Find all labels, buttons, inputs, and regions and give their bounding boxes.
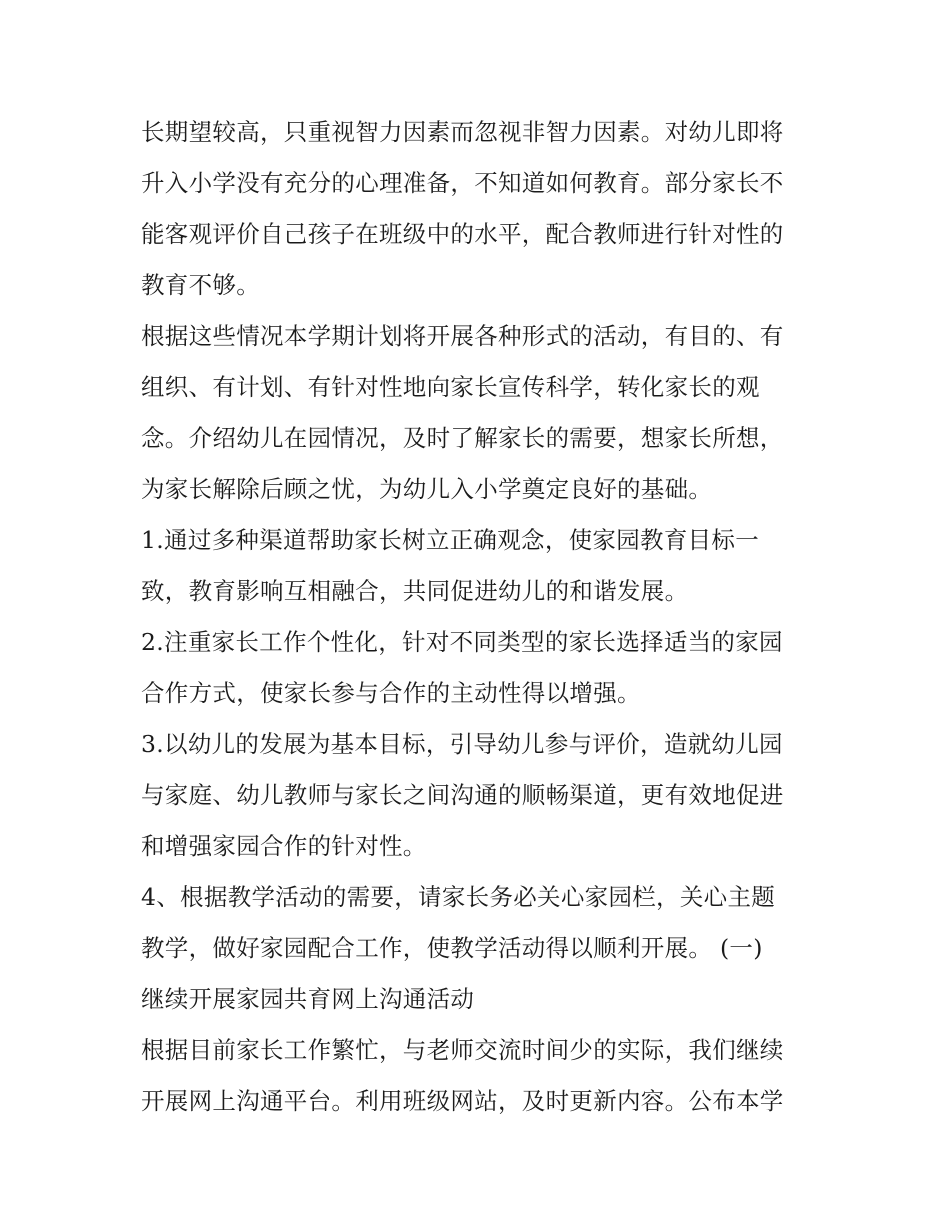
text-line: 教学，做好家园配合工作，使教学活动得以顺利开展。 (一) <box>141 934 763 962</box>
body-text <box>141 107 821 1127</box>
text-line: 和增强家园合作的针对性。 <box>141 832 427 860</box>
text-line: 为家长解除后顾之忧，为幼儿入小学奠定良好的基础。 <box>141 475 713 503</box>
text-line: 继续开展家园共育网上沟通活动 <box>141 985 475 1013</box>
text-line: 3.以幼儿的发展为基本目标，引导幼儿参与评价，造就幼儿园 <box>141 730 783 758</box>
text-line: 长期望较高，只重视智力因素而忽视非智力因素。对幼儿即将 <box>141 118 784 146</box>
text-line: 开展网上沟通平台。利用班级网站，及时更新内容。公布本学 <box>141 1087 784 1115</box>
text-line: 合作方式，使家长参与合作的主动性得以增强。 <box>141 679 641 707</box>
text-line: 根据目前家长工作繁忙，与老师交流时间少的实际，我们继续 <box>141 1036 784 1064</box>
text-line: 能客观评价自己孩子在班级中的水平，配合教师进行针对性的 <box>141 220 784 248</box>
text-line: 组织、有计划、有针对性地向家长宣传科学，转化家长的观 <box>141 373 760 401</box>
text-line: 4、根据教学活动的需要，请家长务必关心家园栏，关心主题 <box>141 883 776 911</box>
text-line: 与家庭、幼儿教师与家长之间沟通的顺畅渠道，更有效地促进 <box>141 781 784 809</box>
text-line: 教育不够。 <box>141 271 260 299</box>
text-line: 1.通过多种渠道帮助家长树立正确观念，使家园教育目标一 <box>141 526 760 554</box>
text-line: 根据这些情况本学期计划将开展各种形式的活动，有目的、有 <box>141 322 784 350</box>
text-line: 致，教育影响互相融合，共同促进幼儿的和谐发展。 <box>141 577 689 605</box>
text-line: 念。介绍幼儿在园情况，及时了解家长的需要，想家长所想， <box>141 424 784 452</box>
text-line: 2.注重家长工作个性化，针对不同类型的家长选择适当的家园 <box>141 628 783 656</box>
text-line: 升入小学没有充分的心理准备，不知道如何教育。部分家长不 <box>141 169 784 197</box>
